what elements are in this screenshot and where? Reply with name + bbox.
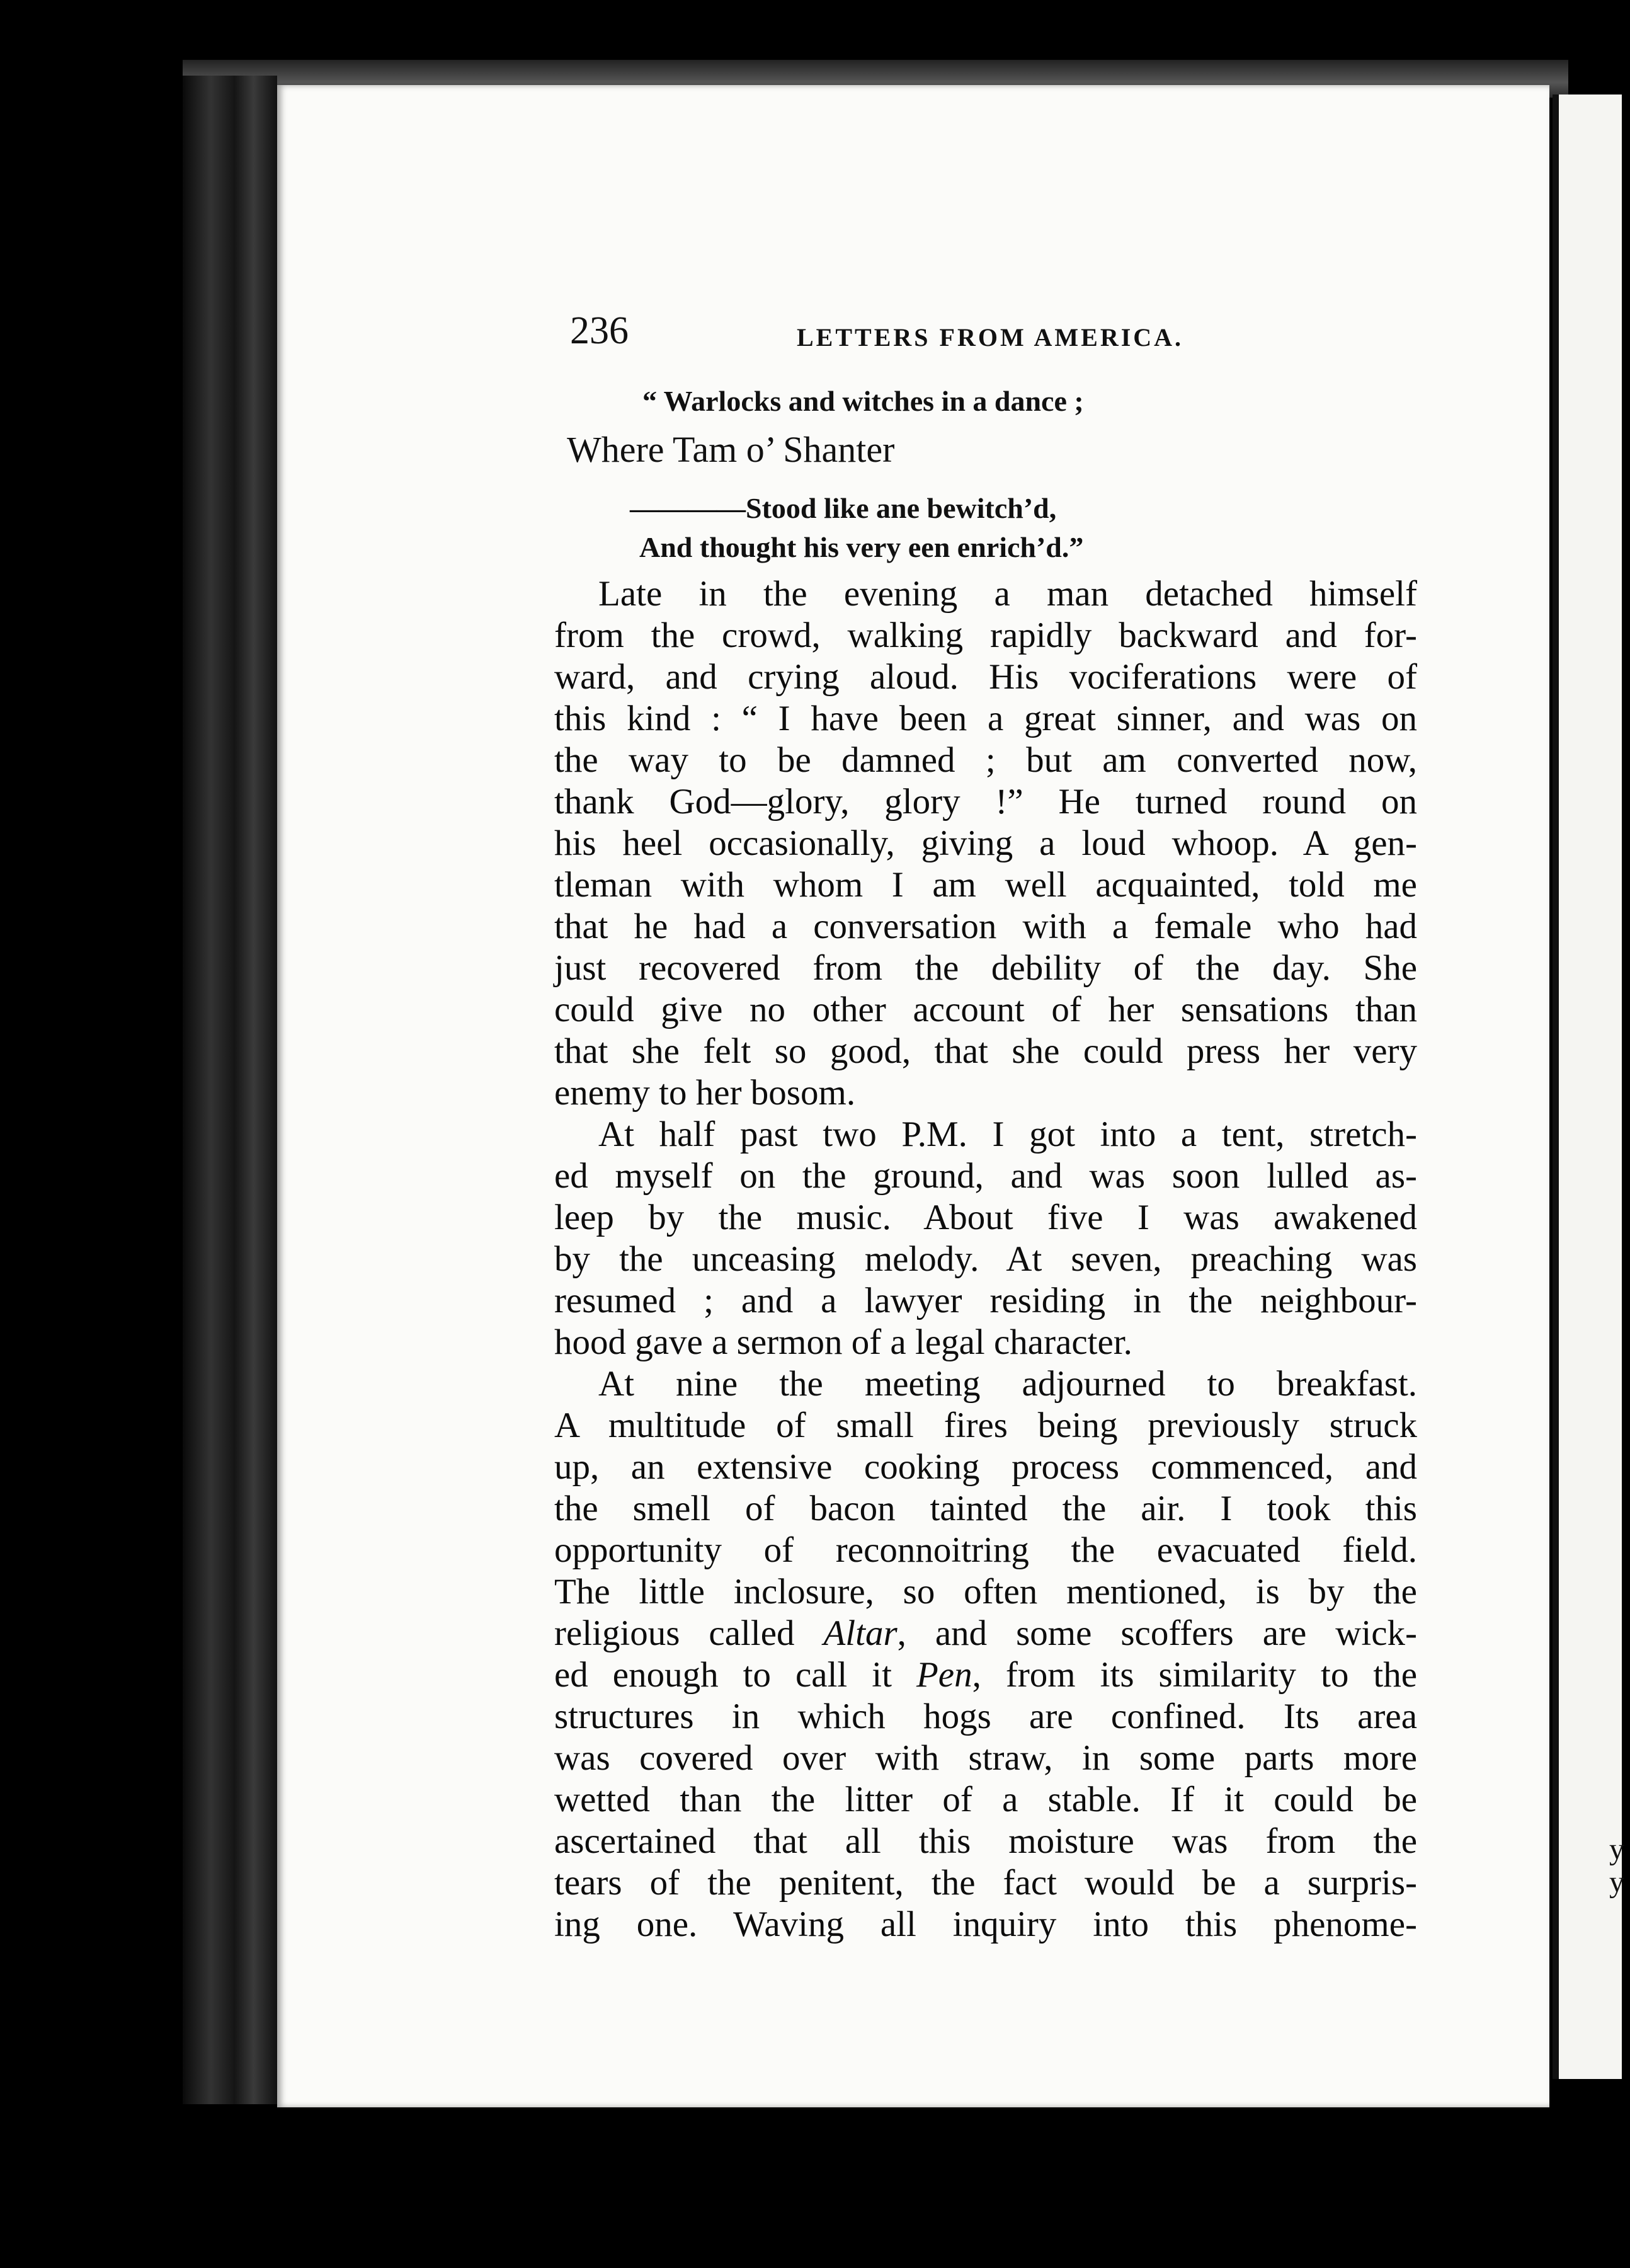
text-line: that he had a conversation with a female who had [554, 907, 1417, 946]
text-line: At nine the meeting adjourned to breakfast. [598, 1364, 1417, 1404]
text-line: up, an extensive cooking process commenced, and [554, 1447, 1417, 1487]
text-line: wetted than the litter of a stable. If it could be [554, 1780, 1417, 1819]
text-line: structures in which hogs are confined. Its area [554, 1697, 1417, 1736]
text-line: ed myself on the ground, and was soon lulled as- [554, 1156, 1417, 1196]
text-line: Late in the evening a man detached himself [598, 574, 1417, 614]
text-line: this kind : “ I have been a great sinner, and was on [554, 699, 1417, 738]
text-line: enemy to her bosom. [554, 1073, 856, 1113]
poem-line: “ Warlocks and witches in a dance ; [642, 385, 1084, 417]
text-line-with-italic [554, 1613, 1417, 1654]
text-line: ing one. Waving all inquiry into this phenome- [554, 1904, 1417, 1944]
text-line: his heel occasionally, giving a loud whoop. A gen- [554, 823, 1417, 863]
facing-page-edge [1553, 94, 1622, 2079]
text-line: The little inclosure, so often mentioned, is by the [554, 1572, 1417, 1612]
text-line: resumed ; and a lawyer residing in the neighbour- [554, 1281, 1417, 1320]
book-binding [183, 76, 277, 2104]
text-segment: , and some scoffers are wick- [897, 1613, 1418, 1653]
text-line: that she felt so good, that she could press her very [554, 1031, 1417, 1071]
text-line: At half past two P.M. I got into a tent, stretch- [598, 1114, 1417, 1154]
page-header [570, 309, 1212, 359]
body-text [554, 573, 1417, 1945]
facing-page-letters: y y [1609, 1833, 1624, 1899]
text-line: the way to be damned ; but am converted now, [554, 740, 1417, 780]
text-line: hood gave a sermon of a legal character. [554, 1322, 1132, 1362]
poem-line: ————Stood like ane bewitch’d, [630, 492, 1057, 524]
text-line: leep by the music. About five I was awakened [554, 1198, 1417, 1237]
text-line: A multitude of small fires being previously struck [554, 1406, 1417, 1445]
running-title: LETTERS FROM AMERICA. [797, 323, 1184, 352]
text-line: just recovered from the debility of the day. She [554, 948, 1417, 988]
italic-word: Pen [916, 1655, 972, 1695]
text-line: opportunity of reconnoitring the evacuated field. [554, 1530, 1417, 1570]
poem-line: Where Tam o’ Shanter [567, 429, 895, 470]
text-line: ascertained that all this moisture was from the [554, 1821, 1417, 1861]
poem-line: And thought his very een enrich’d.” [639, 531, 1084, 563]
text-line: could give no other account of her sensations than [554, 990, 1417, 1029]
text-line: tleman with whom I am well acquainted, told me [554, 865, 1417, 905]
text-segment: religious called [554, 1613, 824, 1653]
text-line: the smell of bacon tainted the air. I took this [554, 1489, 1417, 1528]
text-line: ward, and crying aloud. His vociferations were of [554, 657, 1417, 697]
text-line: by the unceasing melody. At seven, preaching was [554, 1239, 1417, 1279]
text-line: from the crowd, walking rapidly backward and for- [554, 616, 1417, 655]
text-segment: ed enough to call it [554, 1655, 916, 1695]
text-line: tears of the penitent, the fact would be a surpris- [554, 1863, 1417, 1903]
text-segment: , from its similarity to the [972, 1655, 1417, 1695]
text-line: was covered over with straw, in some parts more [554, 1738, 1417, 1778]
italic-word: Altar [823, 1613, 898, 1653]
text-line: thank God—glory, glory !” He turned round on [554, 782, 1417, 822]
text-line-with-italic [554, 1654, 1417, 1696]
page-number: 236 [570, 309, 629, 352]
